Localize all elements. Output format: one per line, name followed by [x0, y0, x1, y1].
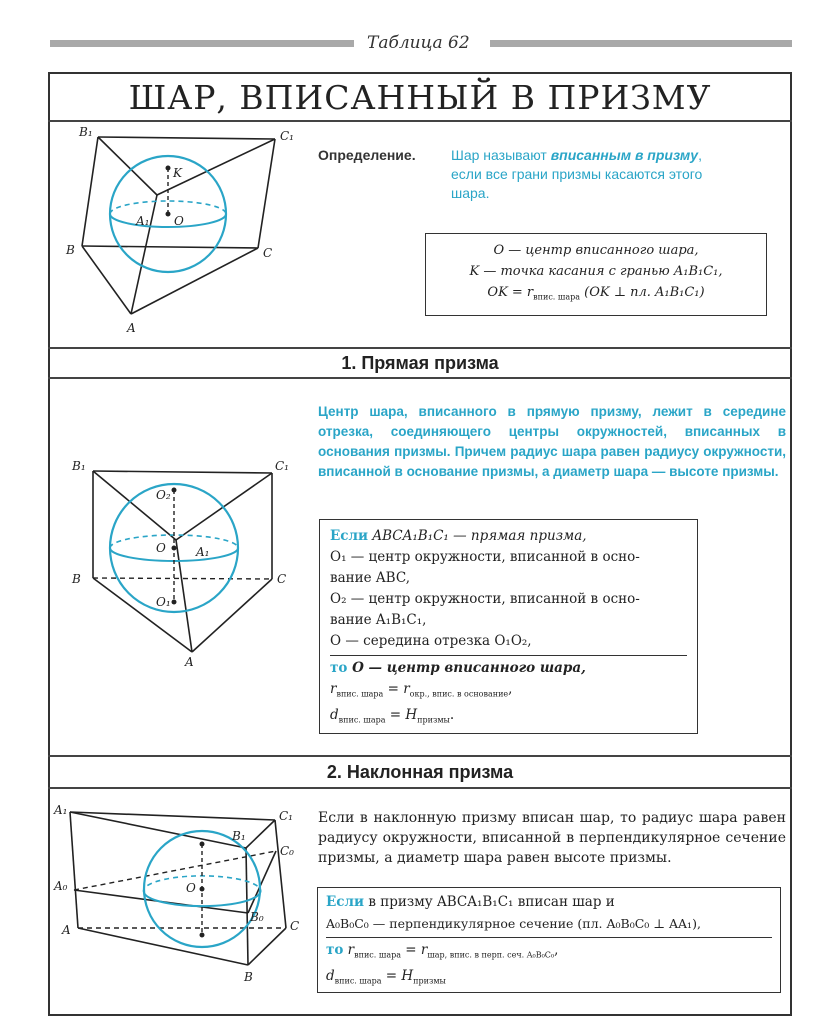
label-a0: A₀	[54, 879, 68, 893]
definition-line2: если все грани призмы касаются этого	[451, 166, 703, 182]
label-a1: A₁	[136, 214, 150, 228]
s2-line2: A₀B₀C₀ — перпендикулярное сечение (пл. A₀B₀C₀ ⊥ AA₁),	[326, 916, 701, 931]
intro-figure	[60, 124, 310, 342]
section2-divider-bottom	[48, 787, 792, 789]
label-o2: O₂	[156, 488, 171, 502]
label-a1: A₁	[196, 545, 210, 559]
label-a: A	[127, 321, 136, 335]
definition-term: вписанным в призму	[550, 147, 699, 163]
intro-fact-radius-sub: впис. шара	[533, 292, 580, 302]
s1-line3: вание ABC,	[330, 570, 410, 586]
label-a: A	[62, 923, 71, 937]
header-rule-right	[490, 40, 792, 47]
s1-formula2: $d_{впис. шара} = H_{призмы}$.	[330, 706, 455, 725]
section1-title: 1. Прямая призма	[341, 353, 499, 373]
s2-formula2: $d_{впис. шара} = H_{призмы}$	[326, 967, 446, 986]
page-title: ШАР, ВПИСАННЫЙ В ПРИЗМУ	[128, 78, 712, 117]
s1-line6: O — середина отрезка O₁O₂,	[330, 633, 532, 649]
label-a: A	[185, 655, 194, 669]
header-rule-left	[50, 40, 354, 47]
table-number: Таблица 62	[367, 33, 470, 53]
label-c1: C₁	[275, 459, 289, 473]
label-o: O	[174, 214, 184, 228]
label-c: C	[263, 246, 273, 260]
section1-text: Центр шара, вписанного в прямую призму, лежит в середине отрезка, соединяющего центры окружностей, вписанных в основания призмы. Причем радиус шара равен радиусу окружности, вписанной в основание призмы, а диаметр шара — высоте призмы.	[318, 404, 786, 479]
label-k: K	[173, 166, 182, 180]
label-a1: A₁	[54, 803, 68, 817]
s1-separator	[330, 655, 687, 656]
s1-then-word: то	[330, 660, 348, 676]
label-b: B	[66, 243, 75, 257]
label-o: O	[186, 881, 196, 895]
label-b: B	[72, 572, 81, 586]
section1-divider-bottom	[48, 377, 792, 379]
s2-formula1: то $r_{впис. шара} = r_{шар, впис. в перп. сеч. A_0B_0C_0}$,	[326, 942, 559, 960]
s1-conclusion: то O — центр вписанного шара,	[330, 660, 586, 676]
s1-line5: вание A₁B₁C₁,	[330, 612, 427, 628]
label-b1: B₁	[72, 459, 86, 473]
label-c: C	[290, 919, 300, 933]
s1-if-word: Если	[330, 528, 369, 544]
s2-separator	[326, 937, 772, 938]
label-o1: O₁	[156, 595, 171, 609]
section1-theorem-box	[319, 519, 698, 734]
label-b1: B₁	[232, 829, 246, 843]
label-b0: B₀	[250, 910, 264, 924]
section1-figure	[60, 452, 310, 674]
label-c: C	[277, 572, 287, 586]
definition-label: Определение.	[318, 147, 416, 163]
s1-line2: O₁ — центр окружности, вписанной в осно-	[330, 549, 640, 565]
section2-theorem-box	[317, 887, 781, 993]
label-c1: C₁	[280, 129, 294, 143]
label-o: O	[156, 541, 166, 555]
intro-fact-tangent: K — точка касания с гранью A₁B₁C₁,	[469, 264, 723, 279]
s1-line4: O₂ — центр окружности, вписанной в осно-	[330, 591, 640, 607]
section1-divider-top	[48, 347, 792, 349]
s1-line1: Если ABCA₁B₁C₁ — прямая призма,	[330, 528, 587, 544]
definition-line1-c: ,	[698, 147, 702, 163]
definition-line3: шара.	[451, 185, 490, 201]
definition-line1-a: Шар называют	[451, 147, 551, 163]
section2-figure	[52, 798, 310, 990]
intro-facts-box	[425, 233, 767, 316]
label-c0: C₀	[280, 844, 294, 858]
intro-fact-radius: OK = $r_{впис. шара}$ (OK ⊥ пл. A₁B₁C₁)	[487, 285, 705, 302]
s2-then-word: то	[326, 942, 344, 958]
intro-fact-center: O — центр вписанного шара,	[493, 243, 699, 258]
section2-text: Если в наклонную призму вписан шар, то радиус шара равен радиусу окружности, вписанной в перпендикулярное сечение призмы, а диаметр шара равен высоте призмы.	[318, 810, 786, 866]
label-c1: C₁	[279, 809, 293, 823]
label-b: B	[244, 970, 253, 984]
s1-formula1: $r_{впис. шара} = r_{окр., впис. в основание}$,	[330, 681, 513, 699]
section2-divider-top	[48, 755, 792, 757]
section2-title: 2. Наклонная призма	[326, 762, 514, 782]
title-divider	[48, 120, 792, 122]
s2-if-word: Если	[326, 894, 365, 910]
s2-line1: Если в призму ABCA₁B₁C₁ вписан шар и	[326, 894, 615, 910]
label-b1: B₁	[79, 125, 93, 139]
definition-text	[451, 146, 771, 203]
